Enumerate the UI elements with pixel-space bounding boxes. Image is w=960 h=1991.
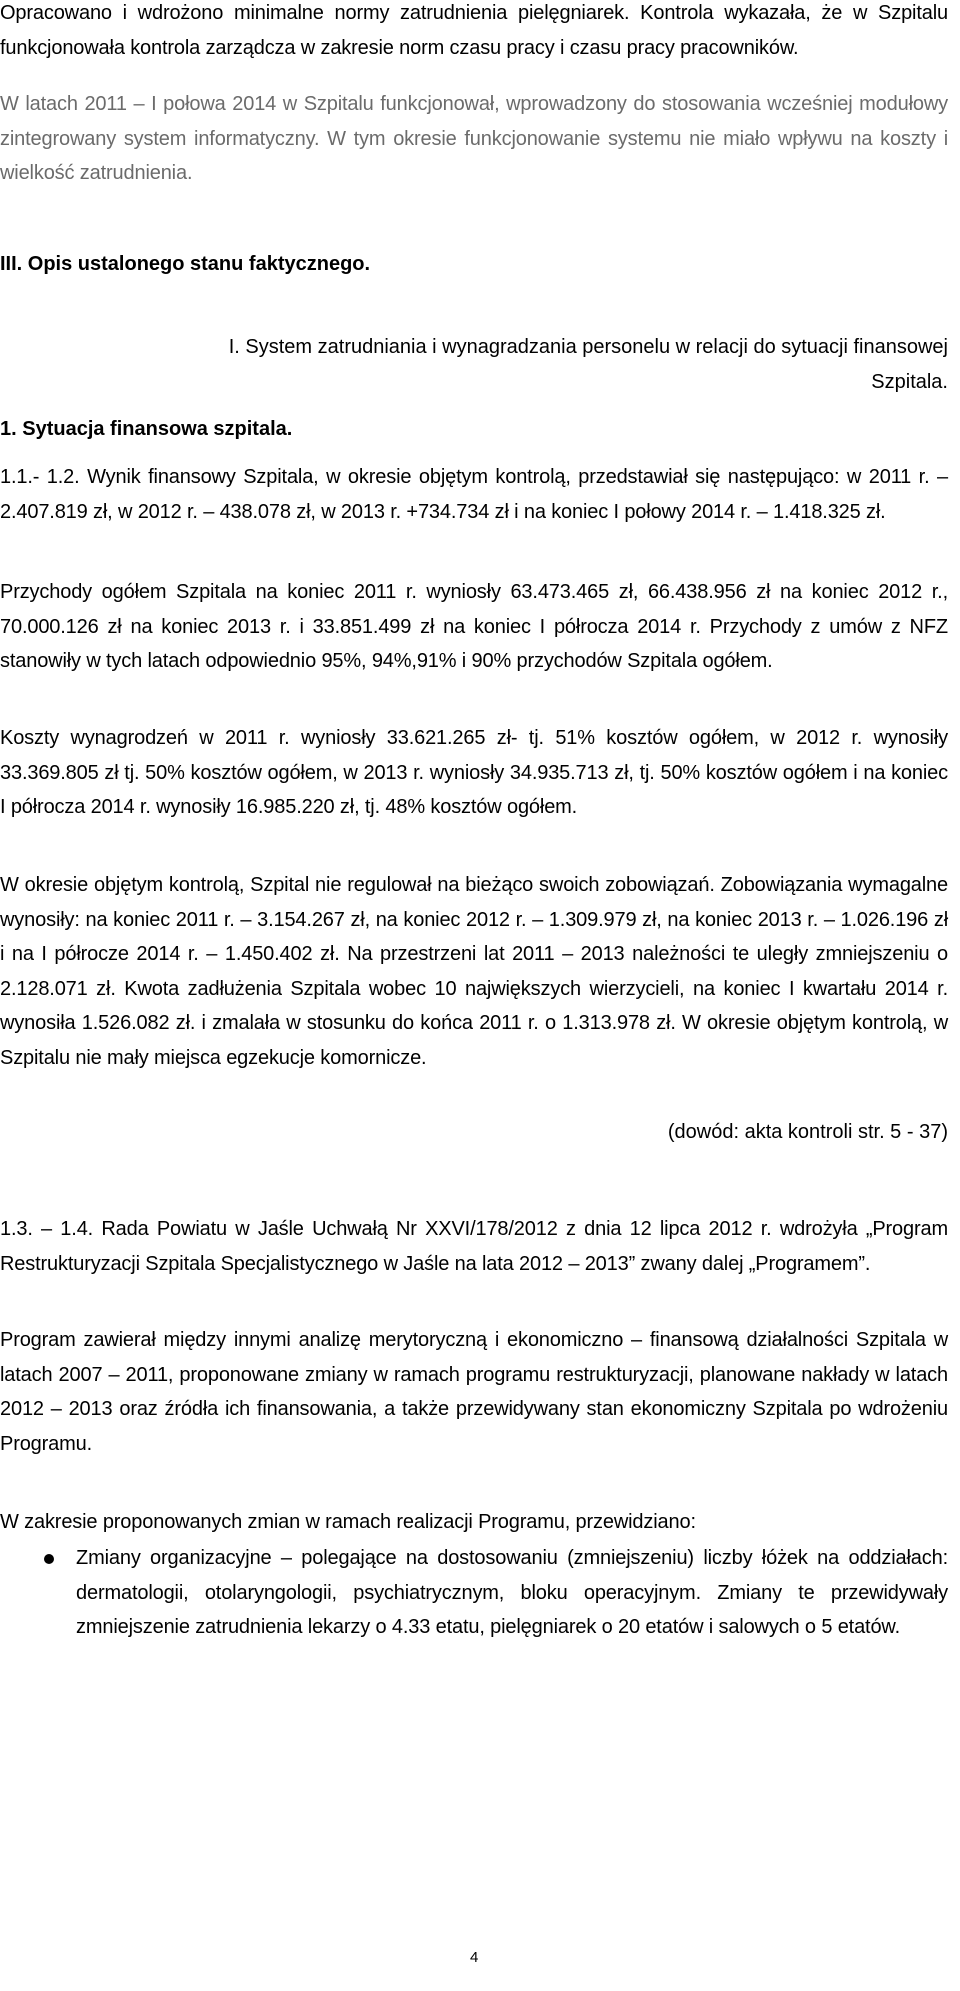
subsection-heading-I: I. System zatrudniania i wynagradzania personelu w relacji do sytuacji finansowej Szpitala.	[228, 336, 948, 393]
paragraph-salary-costs: Koszty wynagrodzeń w 2011 r. wyniosły 33.621.265 zł- tj. 51% kosztów ogółem, w 2012 r. wynosiły 33.369.805 zł tj. 50% kosztów ogółem, w 2013 r. wyniosły 34.935.713 zł, tj. 50% kosztów ogółem i na koniec I półrocza 2014 r. wynosiły 16.985.220 zł, tj. 48% kosztów ogółem.	[0, 727, 948, 819]
paragraph-proposed-changes: W zakresie proponowanych zmian w ramach realizacji Programu, przewidziano:	[0, 1511, 696, 1533]
paragraph-restructuring-resolution: 1.3. – 1.4. Rada Powiatu w Jaśle Uchwałą Nr XXVI/178/2012 z dnia 12 lipca 2012 r. wdrożyła „Program Restrukturyzacji Szpitala Specjalistycznego w Jaśle na lata 2012 – 2013” zwany dalej „Programem”.	[0, 1218, 948, 1275]
section-heading-III: III. Opis ustalonego stanu faktycznego.	[0, 253, 371, 275]
page-number: 4	[470, 1949, 479, 1966]
paragraph-financial-result: 1.1.- 1.2. Wynik finansowy Szpitala, w okresie objętym kontrolą, przedstawiał się następująco: w 2011 r. – 2.407.819 zł, w 2012 r. – 438.078 zł, w 2013 r. +734.734 zł i na koniec I połowy 2014 r. – 1.418.325 zł.	[0, 466, 948, 523]
paragraph-program-content: Program zawierał między innymi analizę merytoryczną i ekonomiczno – finansową działalności Szpitala w latach 2007 – 2011, proponowane zmiany w ramach programu restrukturyzacji, planowane nakłady w latach 2012 – 2013 oraz źródła ich finansowania, a także przewidywany stan ekonomiczny Szpitala po wdrożeniu Programu.	[0, 1329, 948, 1455]
paragraph-revenue: Przychody ogółem Szpitala na koniec 2011 r. wyniosły 63.473.465 zł, 66.438.956 zł na koniec 2012 r., 70.000.126 zł na koniec 2013 r. i 33.851.499 zł na koniec I półrocza 2014 r. Przychody z umów z NFZ stanowiły w tych latach odpowiednio 95%, 94%,91% i 90% przychodów Szpitala ogółem.	[0, 581, 948, 673]
paragraph-liabilities: W okresie objętym kontrolą, Szpital nie regulował na bieżąco swoich zobowiązań. Zobowiązania wymagalne wynosiły: na koniec 2011 r. – 3.154.267 zł, na koniec 2012 r. – 1.309.979 zł, na koniec 2013 r. – 1.026.196 zł i na I półrocze 2014 r. – 1.450.402 zł. Na przestrzeni lat 2011 – 2013 należności te uległy zmniejszeniu o 2.128.071 zł. Kwota zadłużenia Szpitala wobec 10 największych wierzycieli, na koniec I kwartału 2014 r. wynosiła 1.526.082 zł. i zmalała w stosunku do końca 2011 r. o 1.313.978 zł. W okresie objętym kontrolą, w Szpitalu nie mały miejsca egzekucje komornicze.	[0, 874, 948, 1069]
bullet-list	[0, 1541, 948, 1645]
evidence-note: (dowód: akta kontroli str. 5 - 37)	[667, 1121, 948, 1143]
paragraph-norms: Opracowano i wdrożono minimalne normy zatrudnienia pielęgniarek. Kontrola wykazała, że w Szpitalu funkcjonowała kontrola zarządcza w zakresie norm czasu pracy i czasu pracy pracowników.	[0, 2, 948, 59]
bullet-icon	[44, 1554, 54, 1564]
paragraph-it-system: W latach 2011 – I połowa 2014 w Szpitalu funkcjonował, wprowadzony do stosowania wcześniej modułowy zintegrowany system informatyczny. W tym okresie funkcjonowanie systemu nie miało wpływu na koszty i wielkość zatrudnienia.	[0, 93, 948, 185]
point-heading-1: 1. Sytuacja finansowa szpitala.	[0, 418, 293, 440]
list-item: Zmiany organizacyjne – polegające na dostosowaniu (zmniejszeniu) liczby łóżek na oddziałach: dermatologii, otolaryngologii, psychiatrycznym, bloku operacyjnym. Zmiany te przewidywały zmniejszenie zatrudnienia lekarzy o 4.33 etatu, pielęgniarek o 20 etatów i salowych o 5 etatów.	[76, 1547, 948, 1639]
